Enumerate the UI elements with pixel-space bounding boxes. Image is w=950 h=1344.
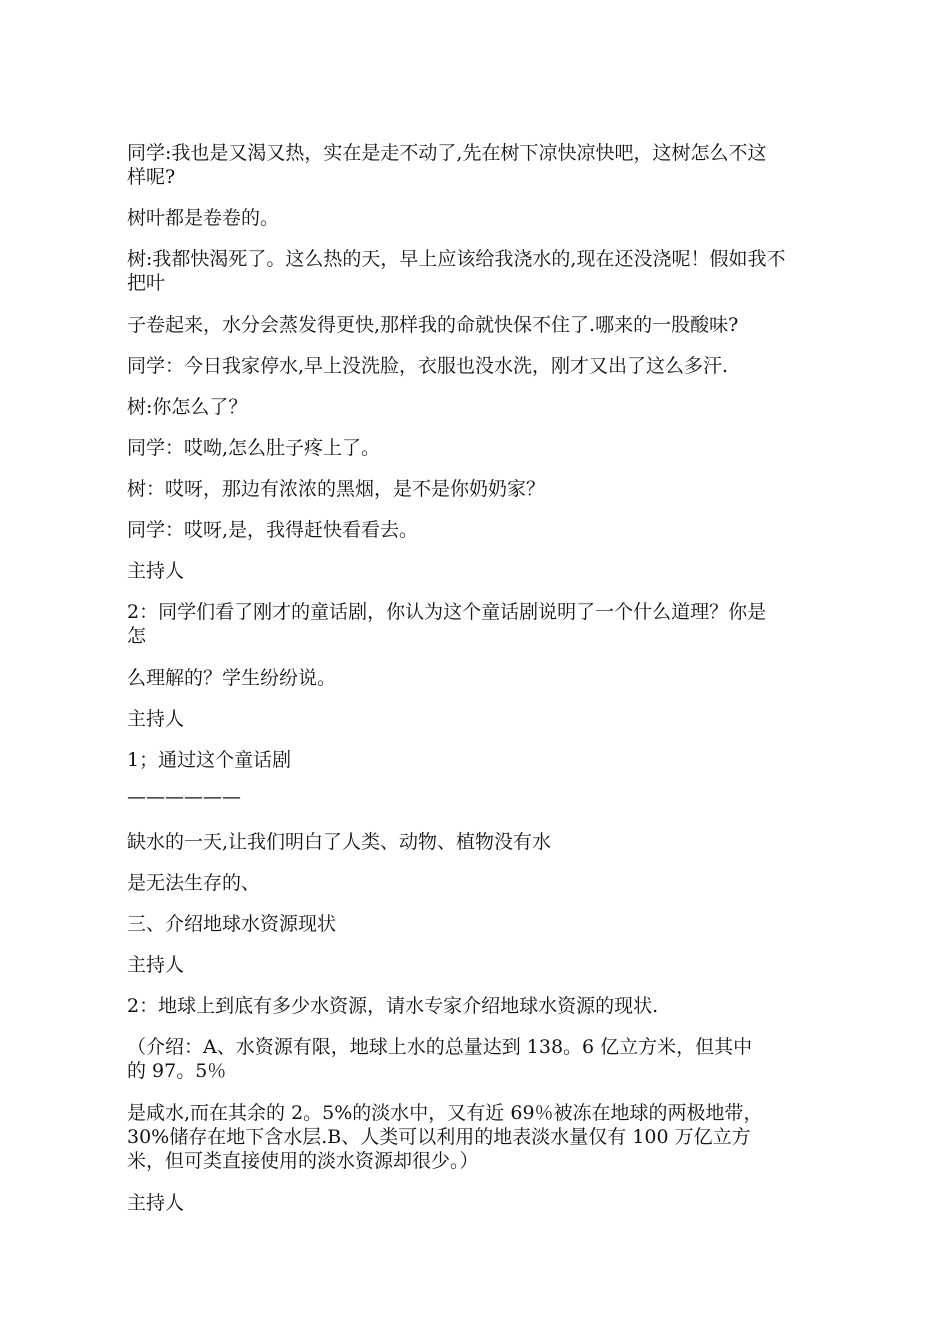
speaker-label: 主持人 <box>127 1192 185 1214</box>
paragraph: 2：地球上到底有多少水资源，请水专家介绍地球水资源的现状. <box>127 995 659 1017</box>
section-heading: 三、介绍地球水资源现状 <box>127 913 337 935</box>
paragraph: 1；通过这个童话剧 <box>127 749 292 771</box>
paragraph: 树:你怎么了？ <box>127 396 248 418</box>
paragraph: 同学：今日我家停水,早上没洗脸，衣服也没水洗，刚才又出了这么多汗. <box>127 355 729 377</box>
speaker-label: 主持人 <box>127 560 185 582</box>
paragraph: 子卷起来，水分会蒸发得更快,那样我的命就快保不住了.哪来的一股酸味? <box>127 314 739 336</box>
paragraph: 树:我都快渴死了。这么热的天，早上应该给我浇水的,现在还没浇呢！假如我不 把叶 <box>127 248 786 294</box>
paragraph: 同学:我也是又渴又热，实在是走不动了,先在树下凉快凉快吧，这树怎么不这 样呢? <box>127 142 767 188</box>
speaker-label: 主持人 <box>127 954 185 976</box>
paragraph: 么理解的？学生纷纷说。 <box>127 667 337 689</box>
paragraph: 同学：哎呦,怎么肚子疼上了。 <box>127 437 381 459</box>
paragraph: 同学：哎呀,是，我得赶快看看去。 <box>127 519 419 541</box>
speaker-label: 主持人 <box>127 708 185 730</box>
dash-separator: —————— <box>127 786 241 808</box>
paragraph: 缺水的一天,让我们明白了人类、动物、植物没有水 <box>127 831 552 853</box>
paragraph: （介绍：A、水资源有限，地球上水的总量达到 138。6 亿立方米，但其中 的 97。5％ <box>127 1036 753 1082</box>
paragraph: 2：同学们看了刚才的童话剧，你认为这个童话剧说明了一个什么道理？你是 怎 <box>127 601 767 647</box>
paragraph: 是咸水,而在其余的 2。5%的淡水中，又有近 69％被冻在地球的两极地带， 30%储存在地下含水层.B、人类可以利用的地表淡水量仅有 100 万亿立方 米，但可类直接使用的淡水资源却很少。） <box>127 1102 763 1172</box>
paragraph: 是无法生存的、 <box>127 872 261 894</box>
paragraph: 树叶都是卷卷的。 <box>127 207 280 229</box>
paragraph: 树：哎呀，那边有浓浓的黑烟，是不是你奶奶家？ <box>127 478 546 500</box>
